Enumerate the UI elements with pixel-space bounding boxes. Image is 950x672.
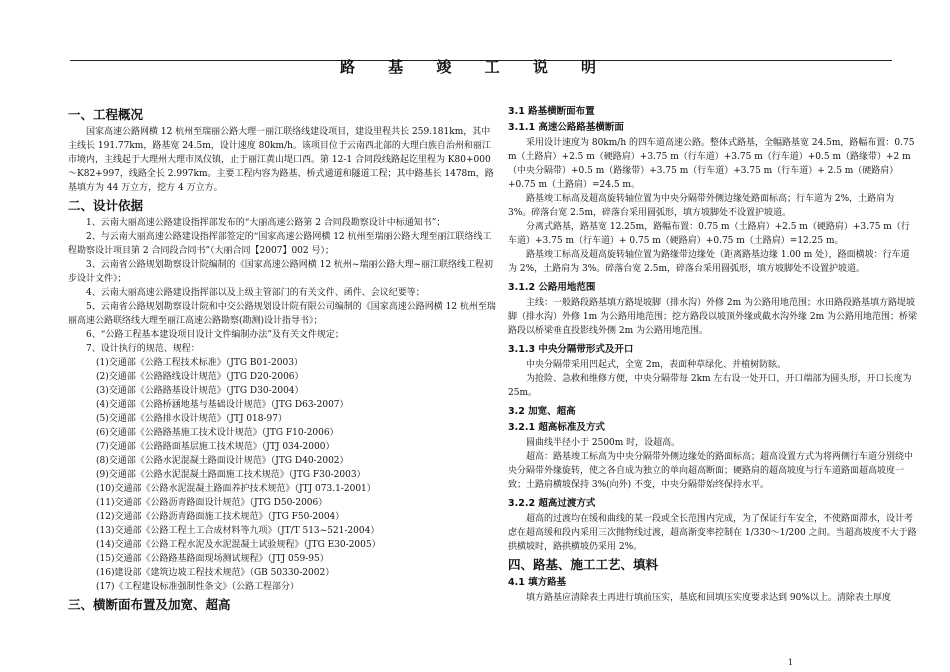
- section-1-heading: 一、工程概况: [68, 107, 144, 122]
- basis-item: 2、与云南大丽高速公路建设指挥部签定的“国家高速公路网横 12 杭州至瑞丽公路大理至丽江联络线工程勘察设计项目第 2 合同段合同书”（大丽合同【2007】002 号）；: [68, 232, 492, 256]
- subsection-heading: 3.1.1 高速公路路基横断面: [508, 122, 624, 133]
- paragraph: 中央分隔带采用凹起式，全宽 2m，表面种草绿化、并植树防眩。: [526, 360, 787, 370]
- section-2-heading: 二、设计依据: [68, 198, 144, 213]
- left-column: [68, 104, 496, 615]
- code-item: (1)交通部《公路工程技术标准》（JTG B01-2003）: [96, 358, 303, 368]
- code-item: (12)交通部《公路沥青路面施工技术规范》（JTG F50-2004）: [96, 512, 345, 522]
- section-4-heading: 四、路基、施工工艺、填料: [508, 557, 659, 572]
- code-item: (7)交通部《公路路面基层施工技术规范》（JTJ 034-2000）: [96, 442, 335, 452]
- code-item: (16)建设部《建筑边坡工程技术规范》（GB 50330-2002）: [96, 568, 335, 578]
- subsection-heading: 3.2.2 超高过渡方式: [508, 498, 596, 509]
- right-column: [508, 104, 918, 605]
- paragraph: 路基竣工标高及超高旋转轴位置为路缘带边缘处（距离路基边缘 1.00 m 处），路面横坡：行车道为 2%，土路肩为 3%。碎落台宽 2.5m，碎落台采用圆弧形，填方坡脚处不设置护坡道。: [508, 250, 910, 274]
- page-title: 路 基 竣 工 说 明: [339, 58, 611, 76]
- basis-item: 1、云南大丽高速公路建设指挥部发布的“大丽高速公路第 2 合同段勘察设计中标通知书”；: [86, 218, 446, 228]
- paragraph: 超高：路基竣工标高为中央分隔带外侧边缘处的路面标高；超高设置方式为将两侧行车道分别绕中央分隔带外缘旋转，使之各自成为独立的单向超高断面；硬路肩的超高坡度与行车道路面超高坡度一致；土路肩横坡保持 3%(向外) 不变，中央分隔带始终保持水平。: [508, 452, 914, 490]
- code-item: (8)交通部《公路水泥混凝土路面设计规范》（JTG D40-2002）: [96, 456, 349, 466]
- subsection-heading: 3.2.1 超高标准及方式: [508, 422, 605, 433]
- subsection-heading: 3.1.3 中央分隔带形式及开口: [508, 344, 634, 355]
- page-number: 1: [788, 658, 794, 667]
- paragraph: 超高的过渡均在缓和曲线的某一段或全长范围内完成，为了保证行车安全，不使路面滞水，设计考虑在超高缓和段内采用三次抛物线过渡，超高渐变率控制在 1/330～1/200 之间。当超高坡度不大于路拱横坡时，路拱横坡仍采用 2%。: [508, 514, 917, 552]
- code-item: (4)交通部《公路桥涵地基与基础设计规范》（JTG D63-2007）: [96, 400, 349, 410]
- paragraph: 分离式路基，路基宽 12.25m，路幅布置：0.75 m（土路肩）+2.5 m（硬路肩）+3.75 m（行车道）+3.75 m（行车道）+ 0.75 m（硬路肩）+0.75 m（土路肩）=12.25 m。: [508, 222, 910, 246]
- paragraph: 为抢险、急救和维修方便，中央分隔带每 2km 左右设一处开口，开口端部为圆头形，开口长度为 25m。: [508, 374, 912, 398]
- paragraph: 主线：一般路段路基填方路堤坡脚（排水沟）外修 2m 为公路用地范围；水田路段路基填方路堤坡脚（排水沟）外修 1m 为公路用地范围；挖方路段以坡顶外缘或截水沟外缘 2m 为公路用地范围；桥梁路段以桥梁垂直投影线外侧 2m 为公路用地范围。: [508, 298, 917, 336]
- basis-item: 5、云南省公路规划勘察设计院和中交公路规划设计院有限公司编制的《国家高速公路网横 12 杭州至瑞丽高速公路联络线大理至丽江高速公路勘察(勘测)设计指导书》；: [68, 302, 496, 326]
- basis-item: 3、云南省公路规划勘察设计院编制的《国家高速公路网横 12 杭州~瑞丽公路大理~丽江联络线工程初步设计文件》；: [68, 260, 493, 284]
- paragraph: 圆曲线半径小于 2500m 时，设超高。: [526, 438, 681, 448]
- code-item: (3)交通部《公路路基设计规范》（JTG D30-2004）: [96, 386, 304, 396]
- code-item: (13)交通部《公路工程土工合成材料等九项》（JT/T 513~521-2004）: [96, 526, 380, 536]
- section-1-paragraph: 国家高速公路网横 12 杭州至瑞丽公路大理一丽江联络线建设项目，建设里程共长 259.181km，其中主线长 191.77km，路基宽 24.5m，设计速度 80km/h。该项目位于云南西北部的大理白族自治州和丽江市境内，主线起于大理州大理市凤仪镇，止于丽江黄山堤口西。第 12-1 合同段线路起讫里程为 K80+000～K82+997，线路全长 2.997km。主要工程内容为路基、桥式通道和隧道工程；其中路基长 1478m，路基填方为 44 万立方，挖方 4 万立方。: [68, 127, 494, 193]
- section-3-heading: 三、横断面布置及加宽、超高: [68, 597, 231, 612]
- code-item: (14)交通部《公路工程水泥及水泥混凝土试验规程》（JTG E30-2005）: [96, 540, 381, 550]
- code-item: (15)交通部《公路路基路面现场测试规程》（JTJ 059-95）: [96, 554, 329, 564]
- code-item: (10)交通部《公路水泥混凝土路面养护技术规范》（JTJ 073.1-2001）: [96, 484, 376, 494]
- subsection-heading: 4.1 填方路基: [508, 577, 567, 588]
- subsection-heading: 3.1 路基横断面布置: [508, 106, 595, 117]
- basis-item: 4、云南大丽高速公路建设指挥部以及上级主管部门的有关文件、函件、会议纪要等；: [86, 288, 425, 298]
- code-item: (11)交通部《公路沥青路面设计规范》（JTG D50-2006）: [96, 498, 328, 508]
- code-item: (6)交通部《公路路基施工技术设计规范》（JTG F10-2006）: [96, 428, 339, 438]
- code-item: (17)《工程建设标准强制性条文》（公路工程部分）: [96, 582, 299, 592]
- code-item: (2)交通部《公路路线设计规范》（JTG D20-2006）: [96, 372, 304, 382]
- code-item: (9)交通部《公路水泥混凝土路面施工技术规范》（JTG F30-2003）: [96, 470, 366, 480]
- paragraph: 填方路基应清除表土再进行填前压实，基底和回填压实度要求达到 90%以上。清除表土厚度: [526, 593, 891, 603]
- basis-item: 6、“公路工程基本建设项目设计文件编制办法”及有关文件规定；: [86, 330, 344, 340]
- basis-item: 7、设计执行的规范、规程：: [86, 344, 200, 354]
- code-item: (5)交通部《公路排水设计规范》（JTJ 018-97）: [96, 414, 288, 424]
- paragraph: 采用设计速度为 80km/h 的四车道高速公路。整体式路基，全幅路基宽 24.5m，路幅布置：0.75 m（土路肩）+2.5 m（硬路肩）+3.75 m（行车道）+3.75 m（行车道）+0.5 m（路缘带）+2 m（中央分隔带）+0.5 m（路缘带）+3.75 m（行车道）+3.75 m（行车道）+ 2.5 m（硬路肩）+0.75 m（土路肩）=24.5 m。: [508, 138, 915, 190]
- subsection-heading: 3.2 加宽、超高: [508, 406, 576, 417]
- subsection-heading: 3.1.2 公路用地范围: [508, 282, 596, 293]
- paragraph: 路基竣工标高及超高旋转轴位置为中央分隔带外侧边缘处路面标高；行车道为 2%，土路肩为 3%。碎落台宽 2.5m，碎落台采用圆弧形，填方坡脚处不设置护坡道。: [508, 194, 895, 218]
